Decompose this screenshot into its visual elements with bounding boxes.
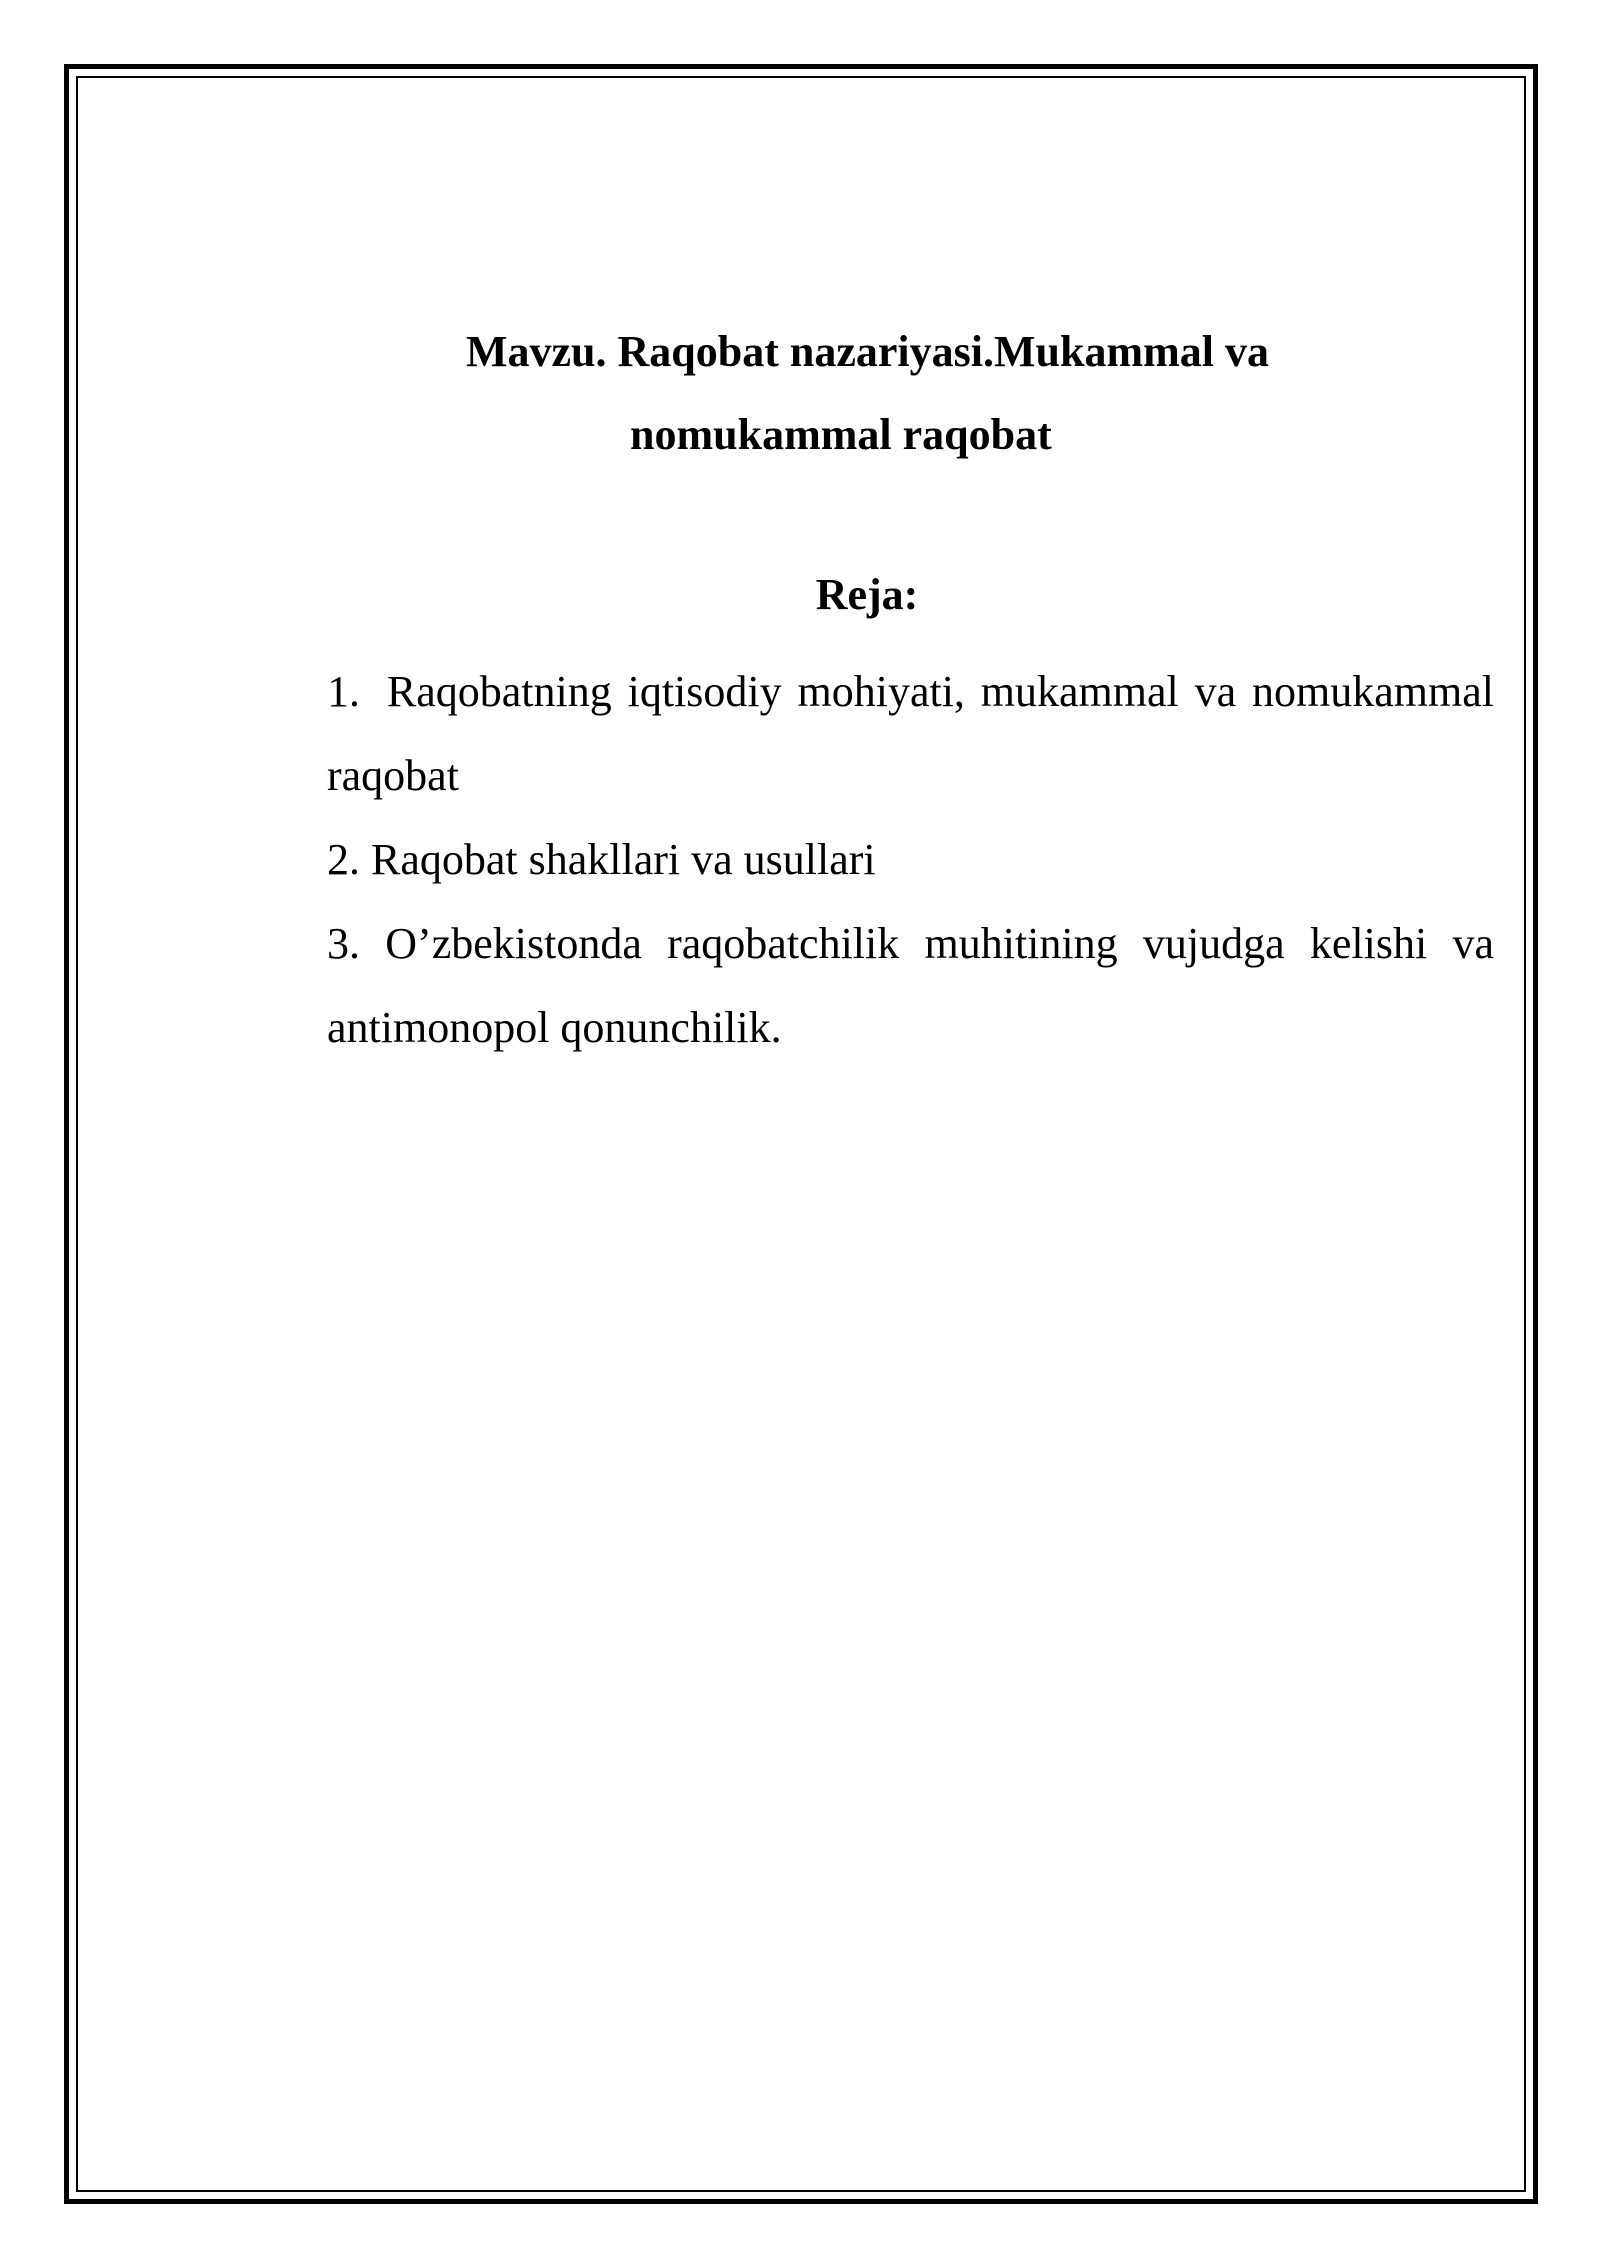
plan-item-1 xyxy=(327,650,1494,818)
topic-title-line-2: nomukammal raqobat xyxy=(630,410,1052,459)
plan-item-number: 3. xyxy=(327,919,360,968)
page-border-inner xyxy=(76,76,1526,2192)
plan-item-text: O’zbekistonda raqobatchilik muhitining vujudga kelishi va antimonopol qonunchilik. xyxy=(327,919,1495,1052)
plan-item-number: 1. xyxy=(327,667,360,716)
plan-item-text: Raqobat shakllari va usullari xyxy=(371,835,876,884)
plan-item-3 xyxy=(327,902,1494,1070)
plan-heading: Reja: xyxy=(815,570,919,619)
plan-item-2 xyxy=(327,818,1494,902)
topic-title-line-1: Mavzu. Raqobat nazariyasi.Mukammal va xyxy=(466,327,1269,376)
plan-item-number: 2. xyxy=(327,835,360,884)
plan-item-text: Raqobatning iqtisodiy mohiyati, mukammal va nomukammal raqobat xyxy=(327,667,1494,800)
plan-list xyxy=(327,650,1494,1070)
